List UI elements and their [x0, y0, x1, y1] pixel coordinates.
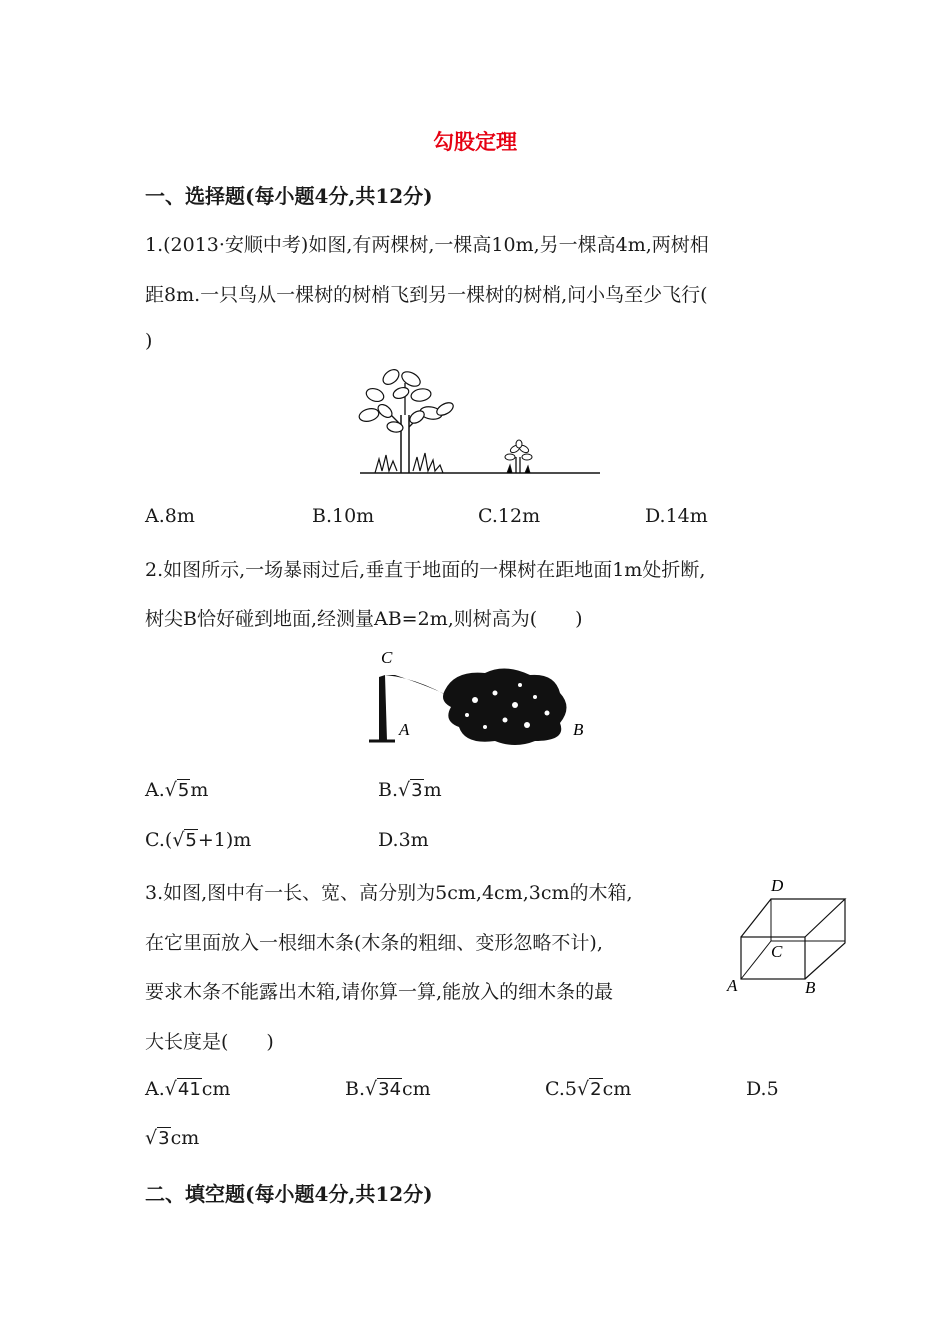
q3-label-d: D [771, 876, 784, 895]
q3-option-d-value: √3cm [145, 1127, 200, 1149]
q2-option-b: B.√3m [378, 779, 442, 801]
q3-text-line-2: 在它里面放入一根细木条(木条的粗细、变形忽略不计), [145, 932, 603, 954]
q2-option-d: D.3m [378, 829, 429, 851]
q3-text-line-4: 大长度是( ) [145, 1031, 274, 1053]
q2-option-c: C.(√5+1)m [145, 829, 252, 851]
q2-option-a: A.√5m [145, 779, 209, 801]
q3-option-c: C.5√2cm [545, 1078, 632, 1100]
q1-text-line-3: ) [145, 330, 153, 352]
q1-option-b: B.10m [312, 505, 375, 527]
q2-label-b: B [573, 720, 584, 739]
page-title: 勾股定理 [433, 129, 517, 154]
q1-text-line-2: 距8m.一只鸟从一棵树的树梢飞到另一棵树的树梢,问小鸟至少飞行( [145, 284, 708, 306]
q3-option-b: B.√34cm [345, 1078, 431, 1100]
section-heading-multiple-choice: 一、选择题(每小题4分,共12分) [145, 184, 433, 208]
q1-option-c: C.12m [478, 505, 541, 527]
q3-option-d-prefix: D.5 [746, 1078, 779, 1100]
q2-text-line-2: 树尖B恰好碰到地面,经测量AB=2m,则树高为( ) [145, 608, 583, 630]
section-heading-fill-in: 二、填空题(每小题4分,共12分) [145, 1182, 433, 1206]
q3-box-figure [725, 875, 855, 1000]
q2-broken-tree-figure [355, 645, 615, 755]
q3-label-c: C [771, 942, 783, 961]
q3-text-line-1: 3.如图,图中有一长、宽、高分别为5cm,4cm,3cm的木箱, [145, 882, 633, 904]
q1-option-a: A.8m [145, 505, 195, 527]
q2-text-line-1: 2.如图所示,一场暴雨过后,垂直于地面的一棵树在距地面1m处折断, [145, 559, 706, 581]
q3-option-a: A.√41cm [145, 1078, 231, 1100]
q1-two-trees-figure [355, 365, 605, 480]
q3-text-line-3: 要求木条不能露出木箱,请你算一算,能放入的细木条的最 [145, 981, 614, 1003]
q2-label-c: C [381, 648, 393, 667]
q3-label-b: B [805, 978, 816, 997]
q1-text-line-1: 1.(2013·安顺中考)如图,有两棵树,一棵高10m,另一棵高4m,两树相 [145, 234, 709, 256]
q2-label-a: A [399, 720, 410, 739]
q3-label-a: A [727, 976, 738, 995]
q1-option-d: D.14m [645, 505, 708, 527]
